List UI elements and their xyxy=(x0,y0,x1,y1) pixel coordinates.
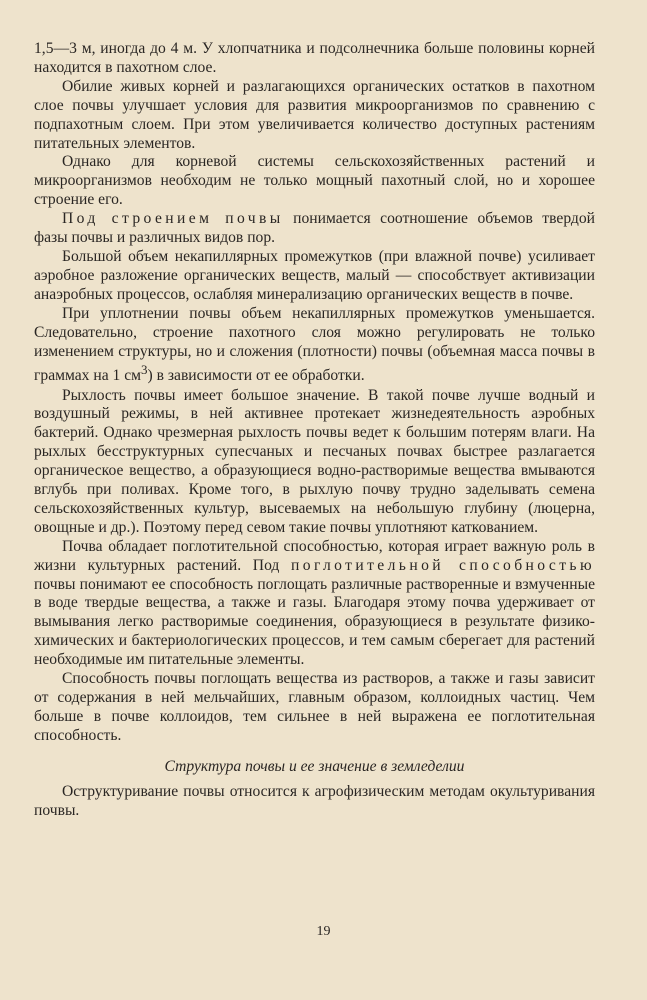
paragraph-6-after: ) в зависимости от ее обработки. xyxy=(147,367,365,385)
paragraph-4-rest: понимается соотношение объемов твердой фазы почвы и различных видов пор. xyxy=(34,210,595,247)
paragraph-8-before: Почва обладает поглотительной способностью, которая играет важную роль в жизни культурных растений. Под xyxy=(34,537,595,574)
body-text xyxy=(34,40,595,820)
paragraph-10: Оструктуривание почвы относится к агрофизическим методам окультуривания почвы. xyxy=(34,782,595,819)
spaced-term-absorption: поглотительной способностью xyxy=(291,556,595,574)
paragraph-8 xyxy=(34,538,595,670)
paragraph-6 xyxy=(34,305,595,387)
paragraph-5: Большой объем некапиллярных промежутков (при влажной почве) усиливает аэробное разложение органических веществ, малый — способствует активизации анаэробных процессов, ослабляя минерализацию органических веществ в почве. xyxy=(34,247,595,303)
paragraph-7: Рыхлость почвы имеет большое значение. В такой почве лучше водный и воздушный режимы, в ней активнее протекает жизнедеятельность аэробных бактерий. Однако чрезмерная рыхлость почвы ведет к большим потерям влаги. На рыхлых бесструктурных супесчаных и песчаных почвах быстрее разлагается органическое вещество, а образующиеся водно-растворимые вещества вмываются вглубь при поливах. Кроме того, в рыхлую почву трудно заделывать семена сельскохозяйственных культур, высеваемых на небольшую глубину (люцерна, овощные и др.). Поэтому перед севом такие почвы уплотняют катковaнием. xyxy=(34,386,595,536)
paragraph-1: 1,5—3 м, иногда до 4 м. У хлопчатника и подсолнечника больше половины корней находится в пахотном слое. xyxy=(34,40,595,76)
paragraph-3: Однако для корневой системы сельскохозяйственных растений и микроорганизмов необходим не только мощный пахотный слой, но и хорошее строение его. xyxy=(34,153,595,209)
paragraph-6-before: При уплотнении почвы объем некапиллярных промежутков уменьшается. Следовательно, строение пахотного слоя можно регулировать не только изменением структуры, но и сложения (плотности) почвы (объемная масса почвы в граммах на 1 см xyxy=(34,304,595,385)
section-heading: Структура почвы и ее значение в земледелии xyxy=(164,757,465,775)
paragraph-2: Обилие живых корней и разлагающихся органических остатков в пахотном слое почвы улучшает условия для развития микроорганизмов по сравнению с подпахотным слоем. При этом увеличивается количество доступных растениям питательных элементов. xyxy=(34,77,595,152)
superscript-3: 3 xyxy=(141,362,148,378)
paragraph-9: Способность почвы поглощать вещества из растворов, а также и газы зависит от содержания в ней мельчайших, главным образом, коллоидных частиц. Чем больше в почве коллоидов, тем сильнее в ней выражена ее поглотительная способность. xyxy=(34,670,595,744)
paragraph-8-after: почвы понимают ее способность поглощать различные растворенные и взмученные в воде твердые вещества, а также и газы. Благодаря этому почва удерживает от вымывания легко растворимые соединения, образующиеся в результате физико-химических и бактериологических процессов, и тем самым сберегает для растений необходимые им питательные элементы. xyxy=(34,575,595,669)
spaced-term-structure: Под строением почвы xyxy=(62,210,284,228)
page-number: 19 xyxy=(316,924,331,939)
paragraph-4 xyxy=(34,210,595,248)
